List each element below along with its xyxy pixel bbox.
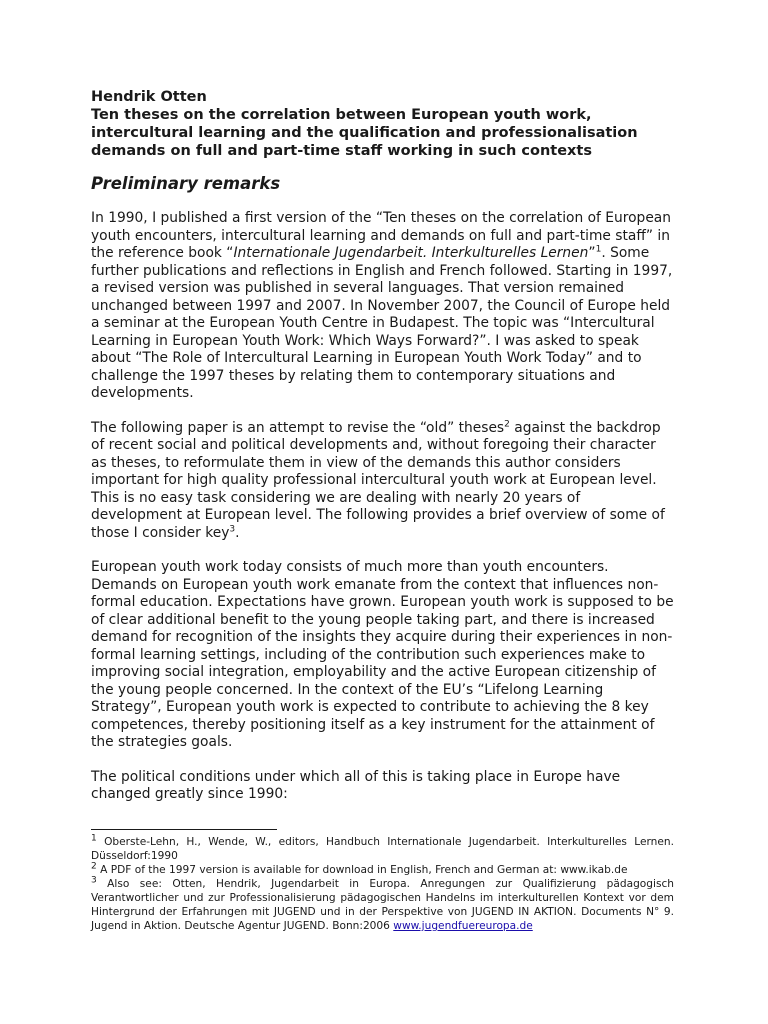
book-title: Internationale Jugendarbeit. Interkulturelles Lernen xyxy=(233,245,589,261)
footnote-link[interactable]: www.jugendfuereuropa.de xyxy=(393,920,533,932)
paragraph-2-text-b: against the backdrop of recent social and political developments and, without foregoing their character as theses, to reformulate them in view of the demands this author considers important for high quality professional intercultural youth work at European level. This is no easy task considering we are dealing with nearly 20 years of development at European level. The following provides a brief overview of some of those I consider key xyxy=(91,419,665,541)
footnote-text: A PDF of the 1997 version is available for download in English, French and German at: www.ikab.de xyxy=(96,864,628,876)
footnote-1 xyxy=(91,835,674,863)
footnote-number: 2 xyxy=(91,861,97,872)
footnote-divider xyxy=(91,829,277,830)
paragraph-4: The political conditions under which all of this is taking place in Europe have changed greatly since 1990: xyxy=(91,768,621,802)
paragraph-2-text-a: The following paper is an attempt to revise the “old” theses xyxy=(91,419,505,436)
paragraph-1-quote-close: ” xyxy=(588,245,596,261)
footnote-2 xyxy=(91,863,674,877)
paragraph-1-text-c: . Some further publications and reflections in English and French followed. Starting in 1997, a revised version was published in several languages. That version remained unchanged between 1997 and 2007. In November 2007, the Council of Europe held a seminar at the European Youth Centre in Budapest. The topic was “Intercultural Learning in European Youth Work: Which Ways Forward?”. I was asked to speak about “The Role of Intercultural Learning in European Youth Work Today” and to challenge the 1997 theses by relating them to contemporary situations and developments. xyxy=(91,245,673,401)
footnote-text: Oberste-Lehn, H., Wende, W., editors, Handbuch Internationale Jugendarbeit. Interkulturelles Lernen. Düsseldorf:1990 xyxy=(91,836,674,862)
footnote-number: 1 xyxy=(91,833,97,844)
footnote-ref-3[interactable]: 3 xyxy=(229,523,236,534)
footnote-3 xyxy=(91,877,674,933)
document-title: Ten theses on the correlation between European youth work, intercultural learning and the qualification and professionalisation demands on full and part-time staff working in such contexts xyxy=(91,107,638,159)
footnote-number: 3 xyxy=(91,875,97,886)
paragraph-1-text-a: In 1990, I published a first version of the “Ten theses on the correlation of European youth encounters, intercultural learning and demands on full and part-time staff” in the reference book “ xyxy=(91,210,672,261)
paragraph-3: European youth work today consists of much more than youth encounters. Demands on European youth work emanate from the context that influences non-formal education. Expectations have grown. European youth work is supposed to be of clear additional benefit to the young people taking part, and there is increased demand for recognition of the insights they acquire during their experiences in non-formal learning settings, including of the contribution such experiences make to improving social integration, employability and the active European citizenship of the young people concerned. In the context of the EU’s “Lifelong Learning Strategy”, European youth work is expected to contribute to achieving the 8 key competences, thereby positioning itself as a key instrument for the attainment of the strategies goals. xyxy=(91,559,674,750)
footnote-ref-1[interactable]: 1 xyxy=(595,244,602,255)
footnote-text: Also see: Otten, Hendrik, Jugendarbeit in Europa. Anregungen zur Qualifizierung pädagogisch Verantwortlicher und zur Professionalisierung pädagogischen Handelns im interkulturellen Kontext vor dem Hintergrund der Erfahrungen mit JUGEND und in der Perspektive von JUGEND IN AKTION. Documents N° 9. Jugend in Aktion. Deutsche Agentur JUGEND. Bonn:2006 xyxy=(91,878,674,932)
section-heading: Preliminary remarks xyxy=(91,174,281,193)
footnotes-section xyxy=(91,829,674,933)
paragraph-2-text-c: . xyxy=(235,524,240,541)
paragraph-1 xyxy=(91,210,674,403)
footnote-ref-2[interactable]: 2 xyxy=(504,418,510,429)
author-name: Hendrik Otten xyxy=(91,89,207,105)
paragraph-2 xyxy=(91,420,674,543)
